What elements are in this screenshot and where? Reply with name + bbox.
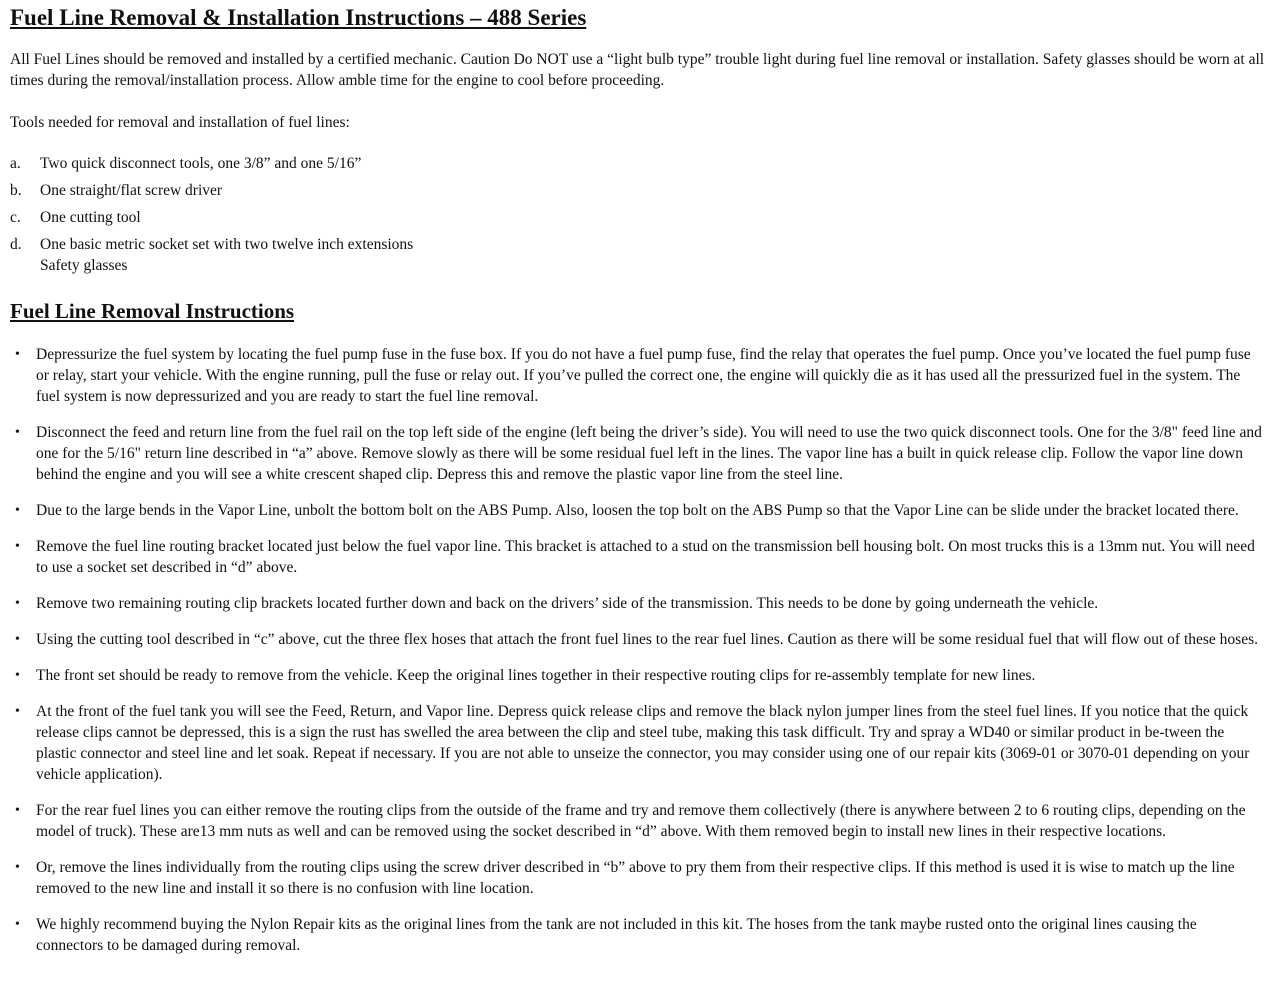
- bullet-icon: •: [15, 347, 20, 362]
- tool-item-text: One straight/flat screw driver: [40, 182, 223, 199]
- step-item: [10, 344, 1266, 407]
- bullet-icon: •: [15, 917, 20, 932]
- bullet-icon: •: [15, 539, 20, 554]
- step-item: [10, 536, 1266, 578]
- step-text: Or, remove the lines individually from the routing clips using the screw driver described in “b” above to pry them from their respective clips. If this method is used it is wise to match up the line removed to the new line and install it so there is no confusion with line location.: [36, 859, 1235, 897]
- step-item: [10, 665, 1266, 686]
- step-item: [10, 800, 1266, 842]
- intro-paragraph: All Fuel Lines should be removed and installed by a certified mechanic. Caution Do NOT use a “light bulb type” trouble light during fuel line removal or installation. Safety glasses should be worn at all times during the removal/installation process. Allow amble time for the engine to cool before proceeding.: [10, 51, 1265, 89]
- tool-item: [10, 234, 1266, 276]
- bullet-icon: •: [15, 668, 20, 683]
- step-item: [10, 701, 1266, 785]
- step-item: [10, 914, 1266, 956]
- tool-item-letter: d.: [10, 236, 22, 253]
- step-text: At the front of the fuel tank you will see the Feed, Return, and Vapor line. Depress quick release clips and remove the black nylon jumper lines from the steel fuel lines. If you notice that the quick release clips cannot be depressed, this is a sign the rust has swelled the area between the clip and steel tube, making this task difficult. Try and spray a WD40 or similar product in be-tween the plastic connector and steel line and let soak. Repeat if necessary. If you are not able to unseize the connector, you may consider using one of our repair kits (3069-01 or 3070-01 depending on your vehicle application).: [36, 703, 1250, 783]
- bullet-icon: •: [15, 503, 20, 518]
- step-item: [10, 422, 1266, 485]
- tool-item-extra-text: Safety glasses: [40, 257, 128, 274]
- step-text: Using the cutting tool described in “c” above, cut the three flex hoses that attach the front fuel lines to the rear fuel lines. Caution as there will be some residual fuel that will flow out of these hoses.: [36, 631, 1258, 648]
- step-item: [10, 629, 1266, 650]
- step-text: Disconnect the feed and return line from the fuel rail on the top left side of the engine (left being the driver’s side). You will need to use the two quick disconnect tools. One for the 3/8" feed line and one for the 5/16" return line described in “a” above. Remove slowly as there will be some residual fuel left in the lines. The vapor line has a built in quick release clip. Follow the vapor line down behind the engine and you will see a white crescent shaped clip. Depress this and remove the plastic vapor line from the steel line.: [36, 424, 1262, 483]
- tool-item-text: Two quick disconnect tools, one 3/8” and one 5/16”: [40, 155, 362, 172]
- step-text: Remove the fuel line routing bracket located just below the fuel vapor line. This bracket is attached to a stud on the transmission bell housing bolt. On most trucks this is a 13mm nut. You will need to use a socket set described in “d” above.: [36, 538, 1255, 576]
- tools-heading: Tools needed for removal and installation of fuel lines:: [10, 114, 350, 131]
- removal-steps-list: [10, 344, 1266, 956]
- step-item: [10, 500, 1266, 521]
- section-heading: Fuel Line Removal Instructions: [10, 299, 295, 323]
- tools-list: [10, 153, 1266, 276]
- tool-item: [10, 153, 1266, 174]
- bullet-icon: •: [15, 596, 20, 611]
- tool-item-text: One cutting tool: [40, 209, 141, 226]
- step-text: For the rear fuel lines you can either remove the routing clips from the outside of the frame and try and remove them collectively (there is anywhere between 2 to 6 routing clips, depending on the model of truck). These are13 mm nuts as well and can be removed using the socket described in “d” above. With them removed begin to install new lines in their respective locations.: [36, 802, 1246, 840]
- tool-item-main-text: One basic metric socket set with two twelve inch extensions: [40, 236, 414, 253]
- tool-item-text: [40, 234, 1266, 276]
- tool-item: [10, 207, 1266, 228]
- step-text: Depressurize the fuel system by locating the fuel pump fuse in the fuse box. If you do not have a fuel pump fuse, find the relay that operates the fuel pump. Once you’ve located the fuel pump fuse or relay, start your vehicle. With the engine running, pull the fuse or relay out. If you’ve pulled the correct one, the engine will quickly die as it has used all the pressurized fuel in the system. The fuel system is now depressurized and you are ready to start the fuel line removal.: [36, 346, 1251, 405]
- step-text: Due to the large bends in the Vapor Line, unbolt the bottom bolt on the ABS Pump. Also, loosen the top bolt on the ABS Pump so that the Vapor Line can be slide under the bracket located there.: [36, 502, 1239, 519]
- document-title: Fuel Line Removal & Installation Instructions – 488 Series: [10, 5, 587, 30]
- bullet-icon: •: [15, 632, 20, 647]
- bullet-icon: •: [15, 425, 20, 440]
- bullet-icon: •: [15, 704, 20, 719]
- bullet-icon: •: [15, 860, 20, 875]
- step-item: [10, 593, 1266, 614]
- tool-item-letter: b.: [10, 182, 22, 199]
- tool-item-letter: a.: [10, 155, 21, 172]
- step-item: [10, 857, 1266, 899]
- tool-item: [10, 180, 1266, 201]
- tool-item-letter: c.: [10, 209, 21, 226]
- step-text: Remove two remaining routing clip brackets located further down and back on the drivers’ side of the transmission. This needs to be done by going underneath the vehicle.: [36, 595, 1099, 612]
- step-text: We highly recommend buying the Nylon Repair kits as the original lines from the tank are not included in this kit. The hoses from the tank maybe rusted onto the original lines causing the connectors to be damaged during removal.: [36, 916, 1197, 954]
- step-text: The front set should be ready to remove from the vehicle. Keep the original lines together in their respective routing clips for re-assembly template for new lines.: [36, 667, 1036, 684]
- bullet-icon: •: [15, 803, 20, 818]
